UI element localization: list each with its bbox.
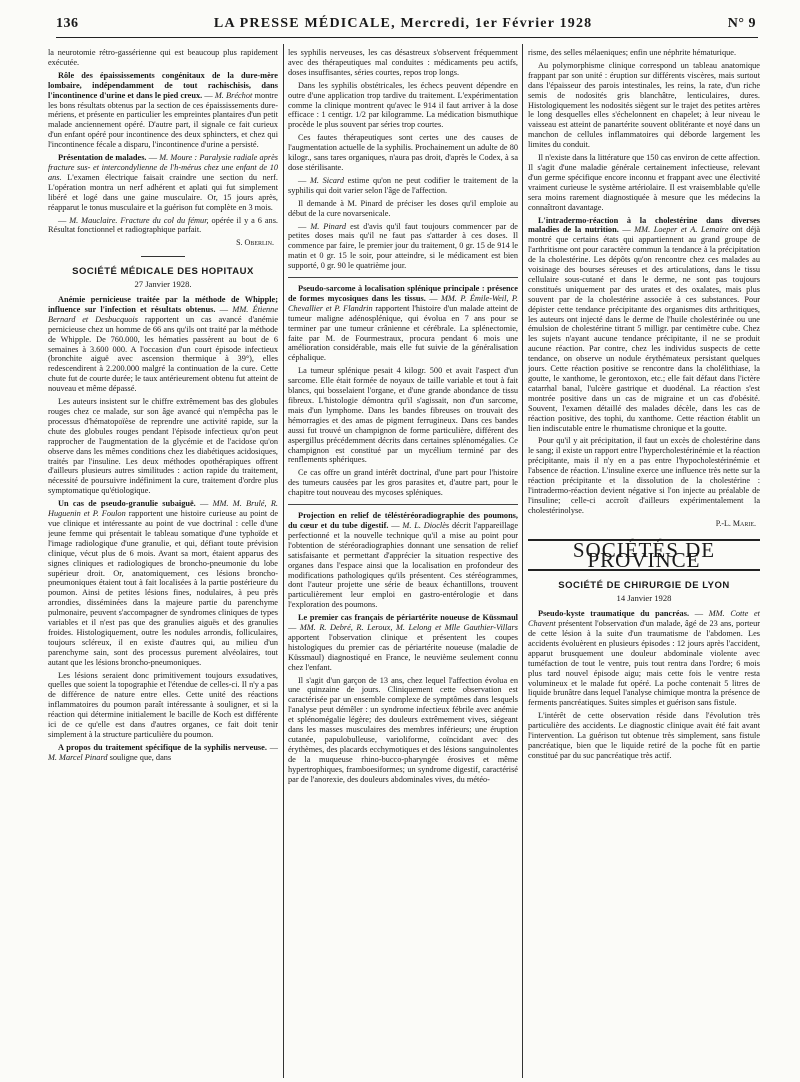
article-body: décrit l'appareillage perfectionné et la nouvelle technique qu'il a mise au point pour l'obtention de stéréoradiographies donnant une sensation de relief satisfaisante et permettant d'apprécier la situation respective des organes dans l'espace ainsi que la localisation en profondeur des modifications pathologiques qu'ils présentent. Ces stéréogrammes, dont l'auteur projette une série de beaux échantillons, trouvent particulièrement leur emploi en gastro-entérologie et dans l'exploration des poumons.	[288, 520, 518, 610]
article-author: MM. M. Brulé, R. Huguenin et P. Foulon	[48, 499, 278, 519]
article-author: M. Sicard	[309, 175, 344, 185]
article-title: L'intradermo-réaction à la cholestérine dans diverses maladies de la nutrition.	[528, 215, 760, 235]
article: Un cas de pseudo-granulie subaiguë. — MM. M. Brulé, R. Huguenin et P. Foulon rapportent une histoire curieuse au point de vue clinique et intéressante au point de vue doctrinal : celle d'une jeune femme qui présentait le tableau somatique d'une typhoïde et l'image radiologique d'une granulie, et qui, défiant toute prévision clinique, vécut plus de 6 mois. Avant sa mort, étaient apparus des signes cliniques et radiologiques de broncho-pneumonie du lobe supérieur droit. Or, anatomiquement, ces lésions broncho-pneumoniques étaient tout à fait localisées à la partie postérieure du poumon. Ainsi de petites lésions fines, nodulaires, à peu près arrondies, disséminées dans la majeure partie du parenchyme pulmonaire, peuvent s'accompagner de syndromes cliniques de types variables et il n'est pas que des granulies aiguës et des granulies froides. Histologiquement, outre les nodules arrondis, folliculaires, toujours scléreux, il en existe d'autres qui, au milieu d'un parenchyme sain, sont des processus purement alvéolaires, tout autant que les lésions broncho-pneumoniques.	[48, 499, 278, 667]
paragraph: Il demande à M. Pinard de préciser les doses qu'il emploie au début de la cure novarsenicale.	[288, 198, 518, 218]
article-author: MM. Loeper et A. Lemaire	[634, 225, 729, 235]
paragraph: Au polymorphisme clinique correspond un tableau anatomique frappant par son unité : éruption sur différents viscères, mais surtout dans l'épaisseur des parois intestinales, les reins, la rate, d'un riche semis de nodosités gris blanchâtre, lenticulaires, dures. Histologiquement les nodosités siègent sur le trajet des petites artères le long desquelles elles s'échelonnent en chapelet; à leur niveau le vaisseau est atteint de panartérite souvent oblitérante et noyé dans un manchon de cellules inflammatoires qui déborde largement les limites du conduit.	[528, 60, 760, 150]
issue-number: N° 9	[727, 16, 756, 31]
article-title: Anémie pernicieuse traitée par la méthode de Whipple; influence sur l'infection et résultats obtenus.	[48, 295, 278, 314]
header-rule	[56, 37, 758, 38]
article-author: M. Pinard	[310, 221, 347, 231]
article-author: M. Mauclaire.	[69, 215, 118, 225]
signature: S. Oberlin.	[236, 238, 274, 248]
article-author: M. Moure	[159, 153, 193, 163]
article: Projection en relief de téléstéréoradiographie des poumons, du cœur et du tube digestif. — M. L. Dioclès décrit l'appareillage perfectionné et la nouvelle technique qu'il a mise au point pour l'obtention de stéréoradiographies donnant une sensation de relief satisfaisante et permettant d'apprécier la situation respective des organes dans l'espace ainsi que la localisation en profondeur des modifications pathologiques qu'ils présentent. Ces stéréogrammes, dont l'auteur projette une série de beaux échantillons, trouvent particulièrement leur emploi en gastro-entérologie et dans l'exploration des poumons.	[288, 511, 518, 610]
article-author: MM. Cotte et Chavent	[528, 609, 760, 629]
article-title: Présentation de malades.	[58, 153, 147, 163]
article: Pseudo-kyste traumatique du pancréas. — MM. Cotte et Chavent présentent l'observation d'un malade, âgé de 23 ans, porteur de cette lésion à la suite d'un traumatisme de l'abdomen. Les accidents évoluèrent en plusieurs épisodes : 12 jours après l'accident, apparut brusquement une douleur abdominale violente avec tuméfaction de tout le ventre, puis tout rentra dans l'ordre; 6 mois plus tard nouvel épisode aigu; mais cette fois le ventre resta volumineux et le malade fut opéré. La poche contenait 5 litres de liquide brunâtre dans lequel l'analyse chimique montra la présence de ferments pancréatiques. Suites simples et guérison sans fistule.	[528, 609, 760, 708]
section-heading: SOCIÉTÉ MÉDICALE DES HOPITAUX	[72, 266, 254, 278]
article-title: Pseudo-sarcome à localisation splénique principale : présence de formes mycosiques dans les tissus.	[288, 284, 518, 303]
article-body: présentent l'observation d'un malade, âgé de 23 ans, porteur de cette lésion à la suite d'un traumatisme de l'abdomen. Les accidents évoluèrent en plusieurs épisodes : 12 jours après l'accident, apparut brusquement une douleur abdominale violente avec tuméfaction de tout le ventre, puis tout rentra dans l'ordre; 6 mois plus tard nouvel épisode aigu; mais cette fois le ventre resta volumineux et le malade fut opéré. La poche contenait 5 litres de liquide brunâtre dans lequel l'analyse chimique montra la présence de ferments pancréatiques. Suites simples et guérison sans fistule.	[528, 619, 760, 708]
article-author: MM. P. Émile-Weil, P. Chevallier et P. Flandrin	[288, 293, 518, 313]
paragraph: Les lésions seraient donc primitivement toujours exsudatives, quelles que soient la topographie et l'étendue de celles-ci. Il n'y a pas de différence de nature entre elles. Cette unité des réactions inflammatoires du poumon paraît intéressante à souligner, et si la réaction qui détermine initialement le bacille de Koch est différente ici de ce qu'elle est dans d'autres organes, ce fait doit tenir simplement à la structure particulière du poumon.	[48, 670, 278, 739]
article-body: montre les bons résultats obtenus par la section de ces épaississements dure-mériens, et présente en particulier les empreintes plantaires d'un petit malade anciennement opéré. D'autre part, il signale ce fait curieux d'un enfant opéré pour incontinence des deux sphincters, et chez qui l'incontinence fécale a disparu, l'incontinence d'urine a persisté.	[48, 90, 278, 150]
article: Le premier cas français de périartérite noueuse de Küssmaul — MM. R. Debré, R. Leroux, M. Lelong et Mlle Gauthier-Villars apportent l'observation clinique et présentent les coupes histologiques du premier cas de périartérite noueuse (maladie de Küssmaul) diagnostiqué en France, le neuvième seulement connu chez l'enfant.	[288, 613, 518, 672]
section-date: 14 Janvier 1928	[616, 593, 672, 604]
article: Pseudo-sarcome à localisation splénique principale : présence de formes mycosiques dans les tissus. — MM. P. Émile-Weil, P. Chevallier et P. Flandrin rapportent l'histoire d'un malade atteint de tumeur maligne adénosplénique, qui évolua en 7 ans pour se terminer par une tumeur crânienne et cérébrale. La splénectomie, faite par M. de Fourmestraux, procura pendant 6 mois une amélioration considérable, mais elle fut suivie de la généralisation céphalique.	[288, 284, 518, 363]
article-subtitle: : Paralysie radiale après fracture sus- et intercondylienne de l'h-mérus chez une enfant de 10 ans.	[48, 153, 278, 182]
column-rule	[283, 44, 284, 1078]
article-body: rapportent une histoire curieuse au point de vue clinique et intéressante au point de vue doctrinal : celle d'une jeune femme qui présentait le tableau somatique d'une typhoïde et l'image radiologique d'une granulie, et qui, défiant toute prévision clinique, vécut plus de 6 mois. Avant sa mort, étaient apparus des signes cliniques et radiologiques de broncho-pneumonie du lobe supérieur droit. Or, anatomiquement, ces lésions broncho-pneumoniques étaient tout à fait localisées à la partie postérieure du poumon. Ainsi de petites lésions fines, nodulaires, à peu près arrondies, disséminées dans la majeure partie du parenchyme pulmonaire, peuvent s'accompagner de syndromes cliniques de types variables et il n'est pas que des granulies aiguës et des granulies froides. Histologiquement, outre les nodules arrondis, folliculaires, toujours scléreux, il en existe d'autres qui, au milieu d'un parenchyme sain, sont des processus purement alvéolaires, tout autant que les lésions broncho-pneumoniques.	[48, 509, 278, 667]
column-middle	[288, 48, 518, 1078]
article-title: A propos du traitement spécifique de la syphilis nerveuse.	[58, 742, 267, 752]
article: A propos du traitement spécifique de la syphilis nerveuse. — M. Marcel Pinard souligne que, dans	[48, 742, 278, 762]
article-title: Un cas de pseudo-granulie subaiguë.	[58, 499, 196, 509]
article-body: estime qu'on ne peut codifier le traitement de la syphilis qui doit varier selon l'âge de l'affection.	[288, 175, 518, 195]
paragraph: la neurotomie rétro-gassérienne qui est beaucoup plus rapidement exécutée.	[48, 48, 278, 67]
article-body: L'examen électrique faisait craindre une section du nerf. L'opération montra un nerf adhérent et aplati qui fut simplement libéré et logé dans une gaine musculaire. Or, 15 jours après, réapparut le tonus musculaire et la guérison fut complète en 3 mois.	[48, 172, 278, 212]
article-author: M. Marcel Pinard	[48, 752, 108, 762]
article: — M. Mauclaire. Fracture du col du fémur, opérée il y a 6 ans. Résultat fonctionnel et radiographique parfait.	[48, 215, 278, 235]
paragraph: risme, des selles mélaeniques; enfin une néphrite hématurique.	[528, 48, 737, 57]
article-body: rapportent l'histoire d'un malade atteint de tumeur maligne adénosplénique, qui évolua en 7 ans pour se terminer par une tumeur crânienne et cérébrale. La splénectomie, faite par M. de Fourmestraux, procura pendant 6 mois une amélioration considérable, mais elle fut suivie de la généralisation céphalique.	[288, 303, 518, 363]
article-author: MM. Étienne Bernard et Desbucquois	[48, 304, 278, 324]
paragraph: Pour qu'il y ait précipitation, il faut un excès de cholestérine dans le sang; il existe un rapport entre l'hypercholestérinémie et la réaction précipitante, mais il n'y en a pas entre l'hypocholestérinémie et l'absence de réaction. L'insuline exerce une influence très nette sur la réaction précipitante et la dissolution de la cholestérine : l'intradermo-réaction devient négative si l'on injecte au préalable de l'insuline; celle-ci accroît d'ailleurs expérimentalement la cholestérinolyse.	[528, 436, 760, 515]
paragraph: Il n'existe dans la littérature que 150 cas environ de cette affection. Il s'agit d'une maladie générale certainement infectieuse, relevant d'un germe spécifique encore inconnu et frappant avec une électivité vraiment curieuse le système artériolaire. Il est vraisemblable qu'elle sera moins rarement diagnostiquée à mesure que les médecins la connaîtront davantage.	[528, 153, 760, 212]
paragraph: Ce cas offre un grand intérêt doctrinal, d'une part pour l'histoire des tumeurs causées par les gros parasites et, d'autre part, pour le chapitre tout nouveau des mycoses spléniques.	[288, 468, 518, 498]
article: Présentation de malades. — M. Moure : Paralysie radiale après fracture sus- et intercondylienne de l'h-mérus chez une enfant de 10 ans. L'examen électrique faisait craindre une section du nerf. L'opération montra un nerf adhérent et aplati qui fut simplement libéré et logé dans une gaine musculaire. Or, 15 jours après, réapparut le tonus musculaire et la guérison fut complète en 3 mois.	[48, 153, 278, 212]
paragraph: Les auteurs insistent sur le chiffre extrêmement bas des globules rouges chez ce malade, sur son âge avancé qui n'empêcha pas le processus d'hématopoïèse de reprendre une activité rapide, sur la chute des globules rouges pendant l'épisode infectieux qu'on peut rapprocher de l'augmentation de la glycémie et de l'acidose qu'on observe dans les mêmes conditions chez les diabétiques acidosiques, traités par l'insuline. Les deux méthodes opothérapiques offrent d'ailleurs plusieurs autres similitudes : action rapide du traitement, nécessité de poursuivre indéfiniment la cure, traitement d'ordre plus symptomatique qu'étiologique.	[48, 397, 278, 496]
article: L'intradermo-réaction à la cholestérine dans diverses maladies de la nutrition. — MM. Loeper et A. Lemaire ont déjà montré que certains états qui appartiennent au grand groupe de l'arthritisme ont pour caractère commun la tendance à la précipitation de la cholestérine. Les dépôts qu'on rencontre chez ces malades au voisinage des bourses séreuses et des articulations, dans le tissu cellulaire sous-cutané et dans le derme, ne sont pas toujours constitués uniquement par des urates et des oxalates, mais plus souvent par de la cholestérine associée à ces substances. Pour dépister cette tendance précipitante des organismes dits arthritiques, les auteurs ont injecté dans le derme de l'huile cholestérinée ou une émulsion de cholestérine titrant 5 milligr. par centimètre cube. Chez les sujets n'ayant aucune tendance précipitante, il ne se produit aucune réaction. Par contre, chez les individus suspects de cette tendance, on observe un nodule érythémateux persistant quelques jours. Cette réaction positive se rencontre dans la cholélithiase, la goutte, le xanthome, le gerontoxon, etc.; elle fait défaut dans l'ictère catarrhal banal, l'ulcère gastrique et duodénal. La réaction s'est montrée positive dans un cas de migraine et un cas d'obésité. Souvent, l'examen détaillé des malades décèle, dans les cas de réaction positive, des tophi, du xanthome. Cette réaction établit un lien indiscutable entre le rhumatisme chronique et la goutte.	[528, 215, 760, 433]
section-date: 27 Janvier 1928.	[134, 279, 192, 290]
column-left	[48, 48, 278, 1078]
article-title: Rôle des épaississements congénitaux de la dure-mère lombaire, indépendamment de tout rachischisis, dans l'incontinence d'urine et dans le pied creux.	[48, 70, 278, 100]
article-title: Projection en relief de téléstéréoradiographie des poumons, du cœur et du tube digestif.	[288, 511, 518, 530]
article-author: M. L. Dioclès	[402, 520, 450, 530]
article-body: est d'avis qu'il faut toujours commencer par de petites doses mais qu'il ne faut pas s'attarder à ces doses. Il commence par faire, le premier jour du traitement, 0 gr. 15 de 914 le matin et 0 gr. 15 le soir, pour atteindre, si le médicament est bien supporté, 0 gr. 90 le quatrième jour.	[288, 221, 518, 271]
article-divider	[288, 504, 518, 505]
article-subtitle: Fracture du col du fémur,	[120, 215, 209, 225]
article: — M. Sicard estime qu'on ne peut codifier le traitement de la syphilis qui doit varier selon l'âge de l'affection.	[288, 175, 518, 195]
page-number: 136	[56, 16, 79, 31]
column-right	[528, 48, 760, 1078]
running-header	[56, 16, 756, 38]
paragraph: L'intérêt de cette observation réside dans l'évolution très particulière des accidents. Le diagnostic clinique avait été fait avant l'intervention. La guérison tut obtenue très simplement, sans fistule pancréatique, bien que le liquide retiré de la poche fût en partie constitué par du suc pancréatique très actif.	[528, 711, 760, 760]
article: Anémie pernicieuse traitée par la méthode de Whipple; influence sur l'infection et résultats obtenus. — MM. Étienne Bernard et Desbucquois rapportent un cas avancé d'anémie pernicieuse chez un homme de 66 ans qu'ils ont traité par la méthode de Whipple. De 760.000, les hématies passèrent au bout de 6 semaines à 3.600 000. A l'occasion d'un court épisode infectieux (bronchite aiguë avec ascension thermique à 39°), elles redescendirent à 2.200.000 malgré la continuation de la cure. Cette chute fut de courte durée; le taux antérieurement obtenu fut atteint de nouveau et même dépassé.	[48, 295, 278, 394]
article-body: souligne que, dans	[109, 752, 172, 762]
article: Rôle des épaississements congénitaux de la dure-mère lombaire, indépendamment de tout rachischisis, dans l'incontinence d'urine et dans le pied creux. — M. Bréchot montre les bons résultats obtenus par la section de ces épaississements dure-mériens, et présente en particulier les empreintes plantaires d'un petit malade anciennement opéré. D'autre part, il signale ce fait curieux d'un enfant opéré pour incontinence des deux sphincters, et chez qui l'incontinence fécale a disparu, l'incontinence d'urine a persisté.	[48, 70, 278, 150]
paragraph: Il s'agit d'un garçon de 13 ans, chez lequel l'affection évolua en une quinzaine de jours. Cliniquement cette observation est caractérisée par un ensemble complexe de symptômes dans lesquels l'analyse peut démêler : un syndrome infectieux fébrile avec anémie et splénomégalie légère; des douleurs extrêmement vives, siégeant dans les masses musculaires des membres inférieurs; une éruption cutanée, papulobulleuse, varioliforme, coïncidant avec des érythèmes, des placards ecchymotiques et des lésions sanguinolentes de la muqueuse rhino-bucco-pharyngée érosives et même hypertrophiques, framboesiformes; un syndrome digestif, caractérisé par de l'anorexie, des douleurs abdominales vives, du météo-	[288, 675, 518, 784]
paragraph: Ces fautes thérapeutiques sont certes une des causes de l'augmentation actuelle de la syphilis. Prochainement un adulte de 80 kilogr., sans tares organiques, n'aura pas droit, d'après le Codex, à sa dose stérilisante.	[288, 133, 518, 172]
signature: P.-L. Marie.	[715, 518, 756, 528]
paragraph: Dans les syphilis obstétricales, les échecs peuvent dépendre en outre d'une application trop tardive du traitement. L'expérimentation comme la clinique montrent qu'avec le 914 il faut arriver à la dose efficace : 1 centigr. 1/2 par kilogramme. La médication bismuthique procède le plus souvent par séries trop courtes.	[288, 80, 518, 130]
article-title: Le premier cas français de périartérite noueuse de Küssmaul	[298, 613, 518, 623]
article-author: M. Bréchot	[214, 90, 253, 100]
section-divider	[141, 256, 185, 257]
section-heading: SOCIÉTÉ DE CHIRURGIE DE LYON	[558, 580, 730, 592]
journal-title: LA PRESSE MÉDICALE, Mercredi, 1er Février 1928	[213, 16, 593, 31]
article-body: apportent l'observation clinique et présentent les coupes histologiques du premier cas de périartérite noueuse (maladie de Küssmaul) diagnostiqué en France, le neuvième seulement connu chez l'enfant.	[288, 632, 518, 672]
paragraph: La tumeur splénique pesait 4 kilogr. 500 et avait l'aspect d'un sarcome. Elle était formée de noyaux de taille variable et tout à fait blancs, qui bosselaient l'organe, et d'une grande abondance de tissu fibreux. L'histologie démontra qu'il s'agissait, non d'un sarcome, mais d'un lymphome. Dans les bandes fibreuses on trouvait des hémorragies et des amas de pigment ferrugineux. Dans ces bandes aussi fut trouvé un champignon de forme particulière, différent des aspergillus précédemment décrits dans certaines splénomégalies. Ce champignon est constitué par un mycélium terminé par des renflements sphériques.	[288, 366, 518, 465]
article-title: Pseudo-kyste traumatique du pancréas.	[538, 609, 690, 619]
major-section-heading: SOCIÉTÉS DE PROVINCE	[528, 539, 760, 572]
article-author: MM. R. Debré, R. Leroux, M. Lelong et Mlle Gauthier-Villars	[299, 623, 518, 633]
article: — M. Pinard est d'avis qu'il faut toujours commencer par de petites doses mais qu'il ne faut pas s'attarder à ces doses. Il commence par faire, le premier jour du traitement, 0 gr. 15 de 914 le matin et 0 gr. 15 le soir, pour atteindre, si le médicament est bien supporté, 0 gr. 90 le quatrième jour.	[288, 221, 518, 271]
article-body: rapportent un cas avancé d'anémie pernicieuse chez un homme de 66 ans qu'ils ont traité par la méthode de Whipple. De 760.000, les hématies passèrent au bout de 6 semaines à 3.600 000. A l'occasion d'un court épisode infectieux (bronchite aiguë avec ascension thermique à 39°), elles redescendirent à 2.200.000 malgré la continuation de la cure. Cette chute fut de courte durée; le taux antérieurement obtenu fut atteint de nouveau et même dépassé.	[48, 314, 278, 394]
article-divider	[288, 277, 518, 278]
column-rule	[522, 44, 523, 1078]
article-body: opérée il y a 6 ans. Résultat fonctionnel et radiographique parfait.	[48, 215, 278, 235]
article-body: ont déjà montré que certains états qui appartiennent au grand groupe de l'arthritisme ont pour caractère commun la tendance à la précipitation de la cholestérine. Les dépôts qu'on rencontre chez ces malades au voisinage des bourses séreuses et des articulations, dans le tissu cellulaire sous-cutané et dans le derme, ne sont pas toujours constitués uniquement par des urates et des oxalates, mais plus souvent par de la cholestérine associée à ces substances. Pour dépister cette tendance précipitante des organismes dits arthritiques, les auteurs ont injecté dans le derme de l'huile cholestérinée ou une émulsion de cholestérine titrant 5 milligr. par centimètre cube. Chez les sujets n'ayant aucune tendance précipitante, il ne se produit aucune réaction. Par contre, chez les individus suspects de cette tendance, on observe un nodule érythémateux persistant quelques jours. Cette réaction positive se rencontre dans la cholélithiase, la goutte, le xanthome, le gerontoxon, etc.; elle fait défaut dans l'ictère catarrhal banal, l'ulcère gastrique et duodénal. La réaction s'est montrée positive dans un cas de migraine et un cas d'obésité. Souvent, l'examen détaillé des malades décèle, dans les cas de réaction positive, des tophi, du xanthome. Cette réaction établit un lien indiscutable entre le rhumatisme chronique et la goutte.	[528, 225, 760, 433]
paragraph: les syphilis nerveuses, les cas désastreux s'observent fréquemment avec des thérapeutiques mal conduites : médicaments peu actifs, doses insuffisantes, séries courtes, repos trop longs.	[288, 48, 518, 77]
